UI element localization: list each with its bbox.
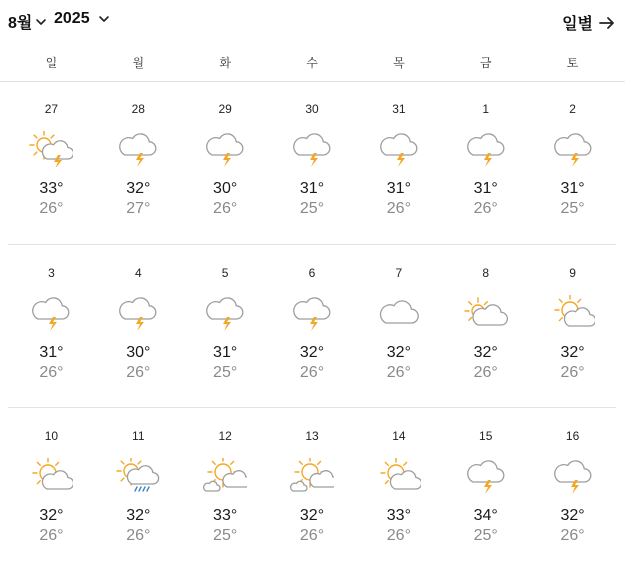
day-date: 2 xyxy=(569,102,576,116)
day-cell[interactable] xyxy=(95,247,182,409)
cloud-thunder-icon xyxy=(551,131,595,167)
day-cell[interactable] xyxy=(529,410,616,572)
day-date: 27 xyxy=(44,102,59,116)
low-temp: 26° xyxy=(39,364,64,381)
day-date: 7 xyxy=(395,266,403,280)
day-cell[interactable] xyxy=(529,83,616,245)
day-cell[interactable] xyxy=(8,83,95,245)
high-temp: 33° xyxy=(213,507,238,524)
year-label: 2025 xyxy=(54,10,90,27)
day-date: 1 xyxy=(482,102,490,116)
week-row xyxy=(8,410,616,572)
sun-clouds-icon xyxy=(290,458,334,494)
high-temp: 32° xyxy=(560,507,585,524)
high-temp: 31° xyxy=(39,344,64,361)
cloud-thunder-icon xyxy=(116,131,160,167)
cloud-thunder-icon xyxy=(290,295,334,331)
day-cell[interactable] xyxy=(355,83,442,245)
low-temp: 26° xyxy=(473,200,498,217)
low-temp: 26° xyxy=(560,527,585,544)
weekday-label: 목 xyxy=(393,56,405,70)
low-temp: 25° xyxy=(213,364,238,381)
high-temp: 31° xyxy=(213,344,238,361)
low-temp: 26° xyxy=(126,364,151,381)
daily-view-link[interactable] xyxy=(562,11,615,34)
low-temp: 25° xyxy=(299,200,325,217)
low-temp: 26° xyxy=(386,200,411,217)
day-date: 12 xyxy=(218,429,232,443)
day-cell[interactable] xyxy=(8,247,95,409)
day-cell[interactable] xyxy=(95,83,182,245)
low-temp: 26° xyxy=(213,200,238,217)
weekday-label: 수 xyxy=(306,56,318,70)
week-row xyxy=(8,83,616,245)
header-divider xyxy=(0,81,625,82)
sun-cloud-icon xyxy=(551,295,595,331)
cloud-thunder-icon xyxy=(290,131,334,167)
cloud-icon xyxy=(377,295,421,331)
low-temp: 26° xyxy=(560,364,585,381)
low-temp: 27° xyxy=(126,200,151,217)
day-cell[interactable] xyxy=(95,410,182,572)
day-date: 29 xyxy=(218,102,232,116)
day-date: 28 xyxy=(131,102,145,116)
week-divider xyxy=(8,244,616,245)
cloud-thunder-icon xyxy=(551,458,595,494)
arrow-right-icon xyxy=(599,16,615,30)
partly-cloudy-icon xyxy=(464,295,508,331)
low-temp: 26° xyxy=(39,527,64,544)
day-cell[interactable] xyxy=(442,410,529,572)
day-cell[interactable] xyxy=(182,83,269,245)
day-cell[interactable] xyxy=(355,410,442,572)
day-date: 13 xyxy=(305,429,319,443)
sun-clouds-icon xyxy=(203,458,247,494)
cloud-thunder-icon xyxy=(29,295,73,331)
year-selector[interactable] xyxy=(54,10,110,28)
calendar-header xyxy=(0,0,625,44)
day-date: 11 xyxy=(132,429,145,443)
day-cell[interactable] xyxy=(355,247,442,409)
sun-cloud-icon xyxy=(29,458,73,494)
high-temp: 31° xyxy=(473,180,498,197)
day-date: 4 xyxy=(134,266,142,280)
day-date: 30 xyxy=(305,102,319,116)
high-temp: 33° xyxy=(386,507,411,524)
weekday-label: 금 xyxy=(479,56,492,70)
high-temp: 30° xyxy=(213,180,238,197)
weekday-header-row xyxy=(8,54,616,72)
day-date: 9 xyxy=(569,266,576,280)
low-temp: 25° xyxy=(473,527,498,544)
day-date: 8 xyxy=(482,266,490,280)
high-temp: 34° xyxy=(473,507,498,524)
high-temp: 30° xyxy=(126,344,151,361)
day-cell[interactable] xyxy=(182,410,269,572)
cloud-thunder-icon xyxy=(116,295,160,331)
day-cell[interactable] xyxy=(182,247,269,409)
low-temp: 25° xyxy=(560,200,585,217)
high-temp: 32° xyxy=(299,344,325,361)
high-temp: 31° xyxy=(386,180,411,197)
high-temp: 31° xyxy=(299,180,325,197)
low-temp: 26° xyxy=(386,364,411,381)
day-date: 16 xyxy=(565,429,580,443)
high-temp: 31° xyxy=(560,180,585,197)
high-temp: 32° xyxy=(560,344,585,361)
weekday-label: 일 xyxy=(45,56,58,70)
day-date: 5 xyxy=(221,266,229,280)
cloud-thunder-icon xyxy=(203,295,247,331)
sun-cloud-icon xyxy=(377,458,421,494)
high-temp: 32° xyxy=(126,180,151,197)
low-temp: 26° xyxy=(39,200,64,217)
low-temp: 26° xyxy=(299,364,325,381)
day-cell[interactable] xyxy=(442,247,529,409)
daily-view-label: 일별 xyxy=(562,16,593,33)
day-cell[interactable] xyxy=(8,410,95,572)
day-date: 31 xyxy=(392,102,406,116)
sun-cloud-thunder-icon xyxy=(29,131,73,167)
day-cell[interactable] xyxy=(269,410,356,572)
low-temp: 25° xyxy=(213,527,238,544)
day-date: 14 xyxy=(392,429,406,443)
day-cell[interactable] xyxy=(529,247,616,409)
day-date: 3 xyxy=(48,266,55,280)
sun-cloud-rain-icon xyxy=(116,458,160,494)
high-temp: 32° xyxy=(299,507,325,524)
weekday-label: 토 xyxy=(566,56,579,70)
weekday-label: 월 xyxy=(132,56,145,70)
month-selector[interactable] xyxy=(8,10,47,33)
low-temp: 26° xyxy=(126,527,151,544)
day-cell[interactable] xyxy=(269,247,356,409)
high-temp: 32° xyxy=(386,344,411,361)
day-cell[interactable] xyxy=(269,83,356,245)
chevron-down-icon xyxy=(35,16,47,28)
day-date: 15 xyxy=(479,429,493,443)
cloud-thunder-icon xyxy=(377,131,421,167)
low-temp: 26° xyxy=(299,527,325,544)
month-label: 8월 xyxy=(8,15,33,32)
week-divider xyxy=(8,407,616,408)
cloud-thunder-icon xyxy=(464,458,508,494)
high-temp: 32° xyxy=(473,344,498,361)
week-row xyxy=(8,247,616,409)
day-cell[interactable] xyxy=(442,83,529,245)
high-temp: 33° xyxy=(39,180,64,197)
high-temp: 32° xyxy=(126,507,151,524)
day-date: 10 xyxy=(44,429,59,443)
chevron-down-icon xyxy=(98,13,110,25)
cloud-thunder-icon xyxy=(464,131,508,167)
high-temp: 32° xyxy=(39,507,64,524)
cloud-thunder-icon xyxy=(203,131,247,167)
weekday-label: 화 xyxy=(219,56,231,70)
low-temp: 26° xyxy=(386,527,411,544)
low-temp: 26° xyxy=(473,364,498,381)
day-date: 6 xyxy=(308,266,316,280)
